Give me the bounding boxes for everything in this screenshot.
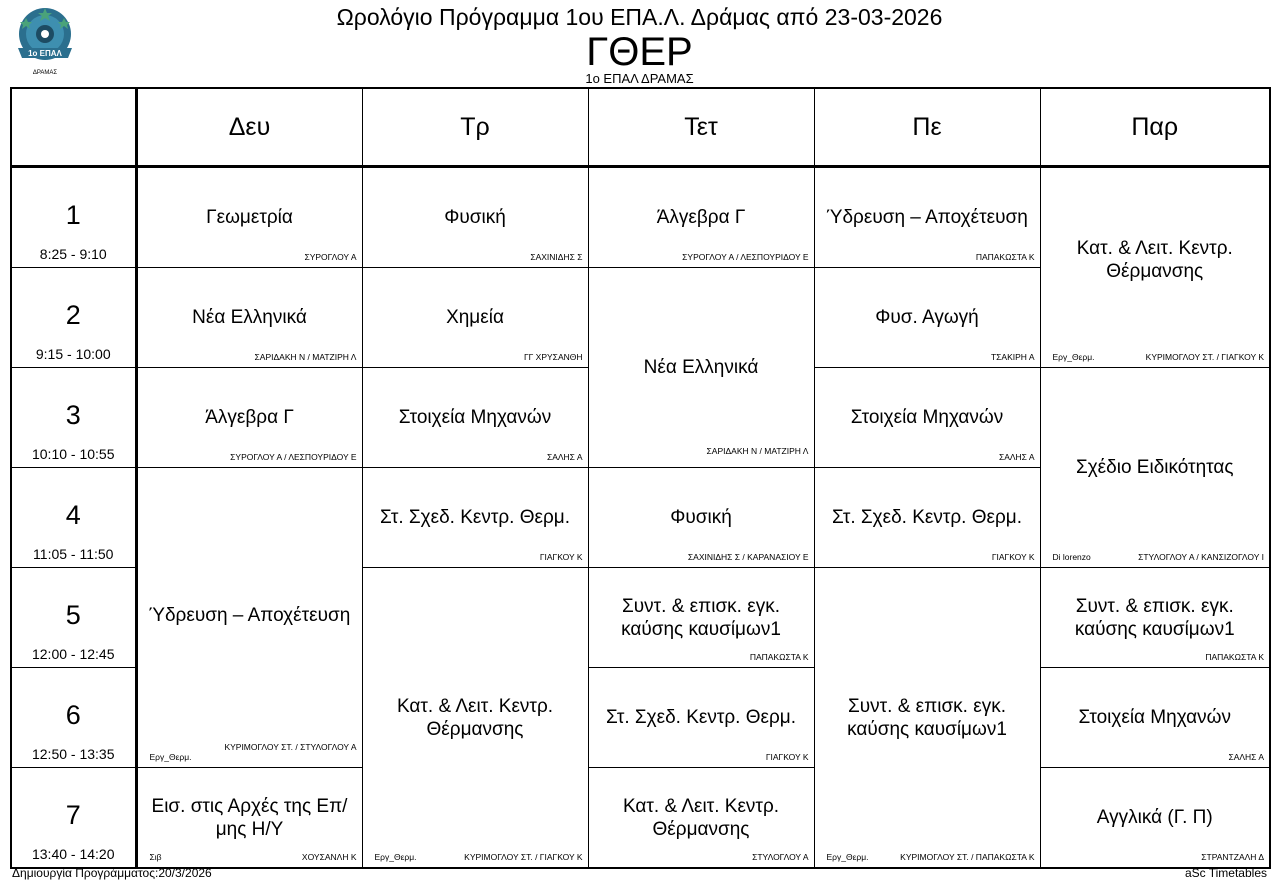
lesson-cell[interactable] (814, 167, 1040, 268)
room: Εργ_Θερμ. (826, 852, 869, 862)
lesson-cell[interactable] (1040, 668, 1270, 768)
subject: Φυσ. Αγωγή (875, 307, 979, 328)
subject: Νέα Ελληνικά (643, 357, 759, 378)
subject: Στοιχεία Μηχανών (850, 407, 1004, 428)
subject: Συντ. & επισκ. εγκ. καύσης καυσίμων1 (1074, 595, 1235, 640)
subject: Στοιχεία Μηχανών (398, 407, 552, 428)
teacher: ΠΑΠΑΚΩΣΤΑ Κ (975, 252, 1035, 262)
lesson-cell[interactable] (136, 167, 362, 268)
software-credit: aSc Timetables (1184, 866, 1267, 880)
subject: Στ. Σχεδ. Κεντρ. Θερμ. (379, 507, 571, 528)
period-number: 5 (65, 600, 81, 630)
period-cell (11, 568, 136, 668)
room: Εργ_Θερμ. (149, 752, 192, 762)
teacher: ΓΓ ΧΡΥΣΑΝΘΗ (523, 352, 583, 362)
subject: Αγγλικά (Γ. Π) (1096, 807, 1213, 828)
period-number: 1 (65, 200, 81, 230)
school-name: 1ο ΕΠΑΛ ΔΡΑΜΑΣ (585, 71, 694, 86)
teacher: ΣΑΡΙΔΑΚΗ Ν / ΜΑΤΖΙΡΗ Λ (254, 352, 357, 362)
teacher: ΚΥΡΙΜΟΓΛΟΥ ΣΤ. / ΓΙΑΓΚΟΥ Κ (1145, 352, 1264, 362)
page-title: Ωρολόγιο Πρόγραμμα 1ου ΕΠΑ.Λ. Δράμας από 23-03-2026 (336, 4, 943, 30)
day-header: Παρ (1040, 88, 1270, 167)
subject: Κατ. & Λειτ. Κεντρ. Θέρμανσης (622, 795, 780, 840)
subject: Άλγεβρα Γ (656, 207, 746, 228)
room: Εργ_Θερμ. (374, 852, 417, 862)
subject: Συντ. & επισκ. εγκ. καύσης καυσίμων1 (621, 595, 781, 640)
teacher: ΣΤΥΛΟΓΛΟΥ Α (752, 852, 809, 862)
class-name: ΓΘΕΡ (586, 30, 693, 74)
subject: Συντ. & επισκ. εγκ. καύσης καυσίμων1 (847, 695, 1007, 740)
subject: Γεωμετρία (206, 207, 293, 228)
subject: Άλγεβρα Γ (205, 407, 294, 428)
lesson-cell[interactable] (588, 768, 814, 869)
subject: Στ. Σχεδ. Κεντρ. Θερμ. (831, 507, 1023, 528)
lesson-cell[interactable] (814, 268, 1040, 368)
teacher: ΓΙΑΓΚΟΥ Κ (991, 552, 1035, 562)
period-number: 6 (65, 700, 81, 730)
period-number: 2 (65, 300, 81, 330)
period-number: 4 (65, 500, 81, 530)
teacher: ΓΙΑΓΚΟΥ Κ (765, 752, 809, 762)
room: Σιβ (149, 852, 162, 862)
subject: Εισ. στις Αρχές της Επ/μης Η/Υ (151, 795, 348, 840)
teacher: ΣΑΛΗΣ Α (998, 452, 1035, 462)
lesson-cell[interactable] (136, 768, 362, 869)
subject: Στ. Σχεδ. Κεντρ. Θερμ. (605, 707, 797, 728)
period-cell (11, 268, 136, 368)
teacher: ΣΤΥΛΟΓΛΟΥ Α / ΚΑΝΣΙΖΟΓΛΟΥ Ι (1138, 552, 1264, 562)
svg-text:ΔΡΑΜΑΣ: ΔΡΑΜΑΣ (32, 70, 58, 76)
subject: Κατ. & Λειτ. Κεντρ. Θέρμανσης (1076, 237, 1233, 282)
lesson-cell[interactable] (588, 167, 814, 268)
subject: Νέα Ελληνικά (192, 307, 307, 328)
lesson-cell[interactable] (362, 468, 588, 568)
teacher: ΚΥΡΙΜΟΓΛΟΥ ΣΤ. / ΓΙΑΓΚΟΥ Κ (464, 852, 583, 862)
corner-cell (11, 88, 136, 167)
period-cell (11, 668, 136, 768)
teacher: ΣΥΡΟΓΛΟΥ Α / ΛΕΣΠΟΥΡΙΔΟΥ Ε (682, 252, 809, 262)
period-time: 13:40 - 14:20 (31, 846, 115, 862)
lesson-cell[interactable] (588, 268, 814, 468)
room: Di lorenzo (1052, 552, 1091, 562)
day-header: Δευ (136, 88, 362, 167)
period-time: 12:00 - 12:45 (31, 646, 115, 662)
teacher: ΓΙΑΓΚΟΥ Κ (539, 552, 583, 562)
teacher: ΣΑΛΗΣ Α (1228, 752, 1264, 762)
lesson-cell[interactable] (588, 468, 814, 568)
period-cell (11, 167, 136, 268)
teacher: ΣΑΧΙΝΙΔΗΣ Σ / ΚΑΡΑΝΑΣΙΟΥ Ε (687, 552, 809, 562)
timetable (10, 87, 1271, 869)
teacher: ΤΣΑΚΙΡΗ Α (990, 352, 1035, 362)
period-time: 12:50 - 13:35 (31, 746, 115, 762)
subject: Χημεία (446, 307, 504, 328)
day-header: Τρ (362, 88, 588, 167)
created-date: Δημιουργία Προγράμματος:20/3/2026 (12, 866, 212, 880)
day-header: Τετ (588, 88, 814, 167)
period-cell (11, 368, 136, 468)
lesson-cell[interactable] (814, 568, 1040, 869)
lesson-cell[interactable] (362, 368, 588, 468)
subject: Ύδρευση – Αποχέτευση (148, 605, 351, 626)
period-time: 9:15 - 10:00 (35, 346, 111, 362)
subject: Κατ. & Λειτ. Κεντρ. Θέρμανσης (396, 695, 554, 740)
lesson-cell[interactable] (362, 167, 588, 268)
subject: Ύδρευση – Αποχέτευση (826, 207, 1028, 228)
svg-text:1ο ΕΠΑΛ: 1ο ΕΠΑΛ (28, 49, 62, 58)
lesson-cell[interactable] (588, 568, 814, 668)
subject: Σχέδιο Ειδικότητας (1075, 457, 1234, 478)
lesson-cell[interactable] (1040, 568, 1270, 668)
room: Εργ_Θερμ. (1052, 352, 1095, 362)
lesson-cell[interactable] (814, 368, 1040, 468)
lesson-cell[interactable] (1040, 768, 1270, 869)
subject: Στοιχεία Μηχανών (1078, 707, 1231, 728)
lesson-cell[interactable] (1040, 368, 1270, 568)
teacher: ΚΥΡΙΜΟΓΛΟΥ ΣΤ. / ΣΤΥΛΟΓΛΟΥ Α (224, 742, 357, 752)
lesson-cell[interactable] (136, 268, 362, 368)
period-cell (11, 768, 136, 869)
teacher: ΣΑΛΗΣ Α (546, 452, 583, 462)
teacher: ΣΥΡΟΓΛΟΥ Α / ΛΕΣΠΟΥΡΙΔΟΥ Ε (230, 452, 357, 462)
teacher: ΠΑΠΑΚΩΣΤΑ Κ (1205, 652, 1264, 662)
lesson-cell[interactable] (588, 668, 814, 768)
subject: Φυσική (670, 507, 732, 528)
day-header: Πε (814, 88, 1040, 167)
teacher: ΠΑΠΑΚΩΣΤΑ Κ (749, 652, 809, 662)
lesson-cell[interactable] (136, 368, 362, 468)
teacher: ΣΤΡΑΝΤΖΑΛΗ Δ (1201, 852, 1264, 862)
teacher: ΧΟΥΣΑΝΛΗ Κ (301, 852, 357, 862)
teacher: ΣΑΡΙΔΑΚΗ Ν / ΜΑΤΖΙΡΗ Λ (706, 446, 809, 456)
subject: Φυσική (444, 207, 506, 228)
lesson-cell[interactable] (1040, 167, 1270, 368)
period-time: 10:10 - 10:55 (31, 446, 115, 462)
lesson-cell[interactable] (362, 568, 588, 869)
period-number: 3 (65, 400, 81, 430)
period-time: 11:05 - 11:50 (33, 546, 114, 562)
teacher: ΣΥΡΟΓΛΟΥ Α (304, 252, 357, 262)
period-time: 8:25 - 9:10 (39, 246, 107, 262)
lesson-cell[interactable] (136, 468, 362, 768)
teacher: ΚΥΡΙΜΟΓΛΟΥ ΣΤ. / ΠΑΠΑΚΩΣΤΑ Κ (900, 852, 1035, 862)
period-cell (11, 468, 136, 568)
lesson-cell[interactable] (814, 468, 1040, 568)
lesson-cell[interactable] (362, 268, 588, 368)
teacher: ΣΑΧΙΝΙΔΗΣ Σ (530, 252, 583, 262)
period-number: 7 (65, 800, 81, 830)
